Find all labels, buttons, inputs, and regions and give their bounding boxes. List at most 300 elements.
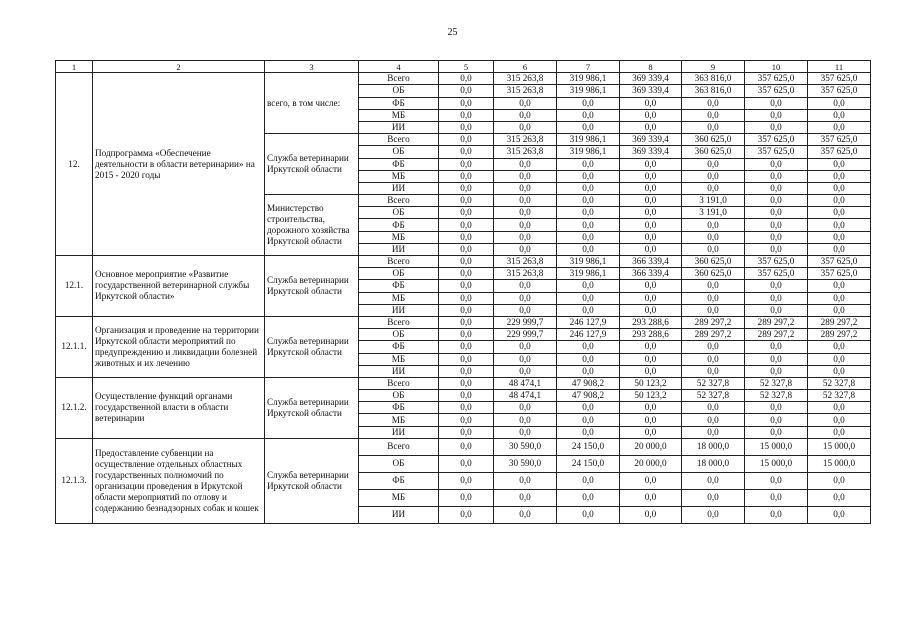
- value-cell: 0,0: [494, 97, 557, 109]
- activity-name: Осуществление функций органами государственной власти в области ветеринарии: [93, 377, 265, 438]
- value-cell: 0,0: [682, 158, 745, 170]
- value-cell: 0,0: [808, 182, 871, 194]
- value-cell: 366 339,4: [620, 268, 682, 280]
- value-cell: 0,0: [808, 97, 871, 109]
- value-cell: 52 327,8: [682, 390, 745, 402]
- value-cell: 0,0: [494, 489, 557, 506]
- value-cell: 0,0: [439, 455, 494, 472]
- funding-source: ИИ: [359, 243, 439, 255]
- value-cell: 3 191,0: [682, 195, 745, 207]
- value-cell: 0,0: [494, 353, 557, 365]
- value-cell: 319 986,1: [557, 73, 620, 85]
- row-index: 12.1.3.: [56, 438, 93, 523]
- table-row: [56, 438, 871, 455]
- value-cell: 360 625,0: [682, 268, 745, 280]
- funding-source: ФБ: [359, 97, 439, 109]
- value-cell: 18 000,0: [682, 438, 745, 455]
- value-cell: 357 625,0: [745, 134, 808, 146]
- value-cell: 0,0: [620, 304, 682, 316]
- value-cell: 0,0: [745, 170, 808, 182]
- value-cell: 0,0: [439, 304, 494, 316]
- value-cell: 0,0: [808, 353, 871, 365]
- value-cell: 0,0: [745, 506, 808, 523]
- funding-source: Всего: [359, 438, 439, 455]
- header-cell: 5: [439, 61, 494, 73]
- value-cell: 50 123,2: [620, 390, 682, 402]
- value-cell: 0,0: [620, 158, 682, 170]
- value-cell: 0,0: [808, 489, 871, 506]
- funding-source: МБ: [359, 109, 439, 121]
- value-cell: 0,0: [439, 341, 494, 353]
- value-cell: 0,0: [557, 414, 620, 426]
- value-cell: 0,0: [439, 85, 494, 97]
- value-cell: 15 000,0: [745, 455, 808, 472]
- activity-name: Подпрограмма «Обеспечение деятельности в области ветеринарии» на 2015 - 2020 годы: [93, 73, 265, 256]
- value-cell: 47 908,2: [557, 377, 620, 389]
- value-cell: 363 816,0: [682, 73, 745, 85]
- value-cell: 0,0: [620, 280, 682, 292]
- value-cell: 0,0: [620, 341, 682, 353]
- value-cell: 0,0: [557, 195, 620, 207]
- value-cell: 0,0: [620, 365, 682, 377]
- header-cell: 9: [682, 61, 745, 73]
- funding-source: ИИ: [359, 365, 439, 377]
- value-cell: 357 625,0: [745, 256, 808, 268]
- value-cell: 0,0: [682, 365, 745, 377]
- funding-source: Всего: [359, 134, 439, 146]
- value-cell: 0,0: [682, 426, 745, 438]
- value-cell: 0,0: [494, 292, 557, 304]
- value-cell: 0,0: [439, 256, 494, 268]
- value-cell: 0,0: [745, 472, 808, 489]
- value-cell: 0,0: [439, 472, 494, 489]
- value-cell: 0,0: [682, 219, 745, 231]
- value-cell: 0,0: [808, 219, 871, 231]
- value-cell: 315 263,8: [494, 146, 557, 158]
- value-cell: 0,0: [620, 243, 682, 255]
- value-cell: 0,0: [620, 292, 682, 304]
- value-cell: 289 297,2: [745, 329, 808, 341]
- value-cell: 0,0: [620, 506, 682, 523]
- value-cell: 357 625,0: [745, 85, 808, 97]
- value-cell: 30 590,0: [494, 455, 557, 472]
- value-cell: 229 999,7: [494, 329, 557, 341]
- funding-source: Всего: [359, 195, 439, 207]
- value-cell: 0,0: [682, 243, 745, 255]
- funding-source: ОБ: [359, 455, 439, 472]
- value-cell: 0,0: [439, 506, 494, 523]
- value-cell: 52 327,8: [808, 390, 871, 402]
- value-cell: 0,0: [682, 280, 745, 292]
- value-cell: 0,0: [439, 170, 494, 182]
- funding-source: Всего: [359, 73, 439, 85]
- value-cell: 0,0: [808, 402, 871, 414]
- value-cell: 0,0: [557, 97, 620, 109]
- value-cell: 246 127,9: [557, 329, 620, 341]
- value-cell: 0,0: [494, 341, 557, 353]
- value-cell: 0,0: [557, 231, 620, 243]
- value-cell: 0,0: [494, 219, 557, 231]
- value-cell: 0,0: [494, 170, 557, 182]
- funding-source: Всего: [359, 377, 439, 389]
- value-cell: 0,0: [745, 207, 808, 219]
- value-cell: 369 339,4: [620, 85, 682, 97]
- value-cell: 0,0: [439, 182, 494, 194]
- value-cell: 0,0: [808, 341, 871, 353]
- value-cell: 289 297,2: [808, 316, 871, 328]
- value-cell: 0,0: [557, 182, 620, 194]
- value-cell: 0,0: [682, 292, 745, 304]
- value-cell: 0,0: [745, 365, 808, 377]
- activity-name: Предоставление субвенции на осуществление отдельных областных государственных полномочий по организации проведения в Иркутской области мероприятий по отлову и содержанию безнадзорных собак и кошек: [93, 438, 265, 523]
- value-cell: 0,0: [557, 121, 620, 133]
- value-cell: 0,0: [557, 472, 620, 489]
- budget-table: [55, 60, 871, 524]
- value-cell: 0,0: [439, 146, 494, 158]
- value-cell: 0,0: [557, 158, 620, 170]
- value-cell: 0,0: [620, 219, 682, 231]
- value-cell: 315 263,8: [494, 85, 557, 97]
- header-cell: 7: [557, 61, 620, 73]
- value-cell: 0,0: [682, 341, 745, 353]
- value-cell: 0,0: [494, 243, 557, 255]
- value-cell: 0,0: [620, 182, 682, 194]
- table-row: [56, 377, 871, 389]
- value-cell: 0,0: [439, 390, 494, 402]
- value-cell: 0,0: [557, 341, 620, 353]
- value-cell: 0,0: [439, 121, 494, 133]
- value-cell: 366 339,4: [620, 256, 682, 268]
- value-cell: 0,0: [682, 109, 745, 121]
- funding-source: ИИ: [359, 304, 439, 316]
- value-cell: 0,0: [808, 158, 871, 170]
- value-cell: 0,0: [745, 414, 808, 426]
- value-cell: 0,0: [808, 426, 871, 438]
- value-cell: 360 625,0: [682, 134, 745, 146]
- value-cell: 0,0: [808, 365, 871, 377]
- value-cell: 0,0: [620, 195, 682, 207]
- value-cell: 52 327,8: [808, 377, 871, 389]
- value-cell: 0,0: [557, 280, 620, 292]
- value-cell: 0,0: [682, 170, 745, 182]
- value-cell: 24 150,0: [557, 438, 620, 455]
- value-cell: 0,0: [745, 426, 808, 438]
- value-cell: 0,0: [745, 109, 808, 121]
- value-cell: 0,0: [439, 353, 494, 365]
- value-cell: 357 625,0: [745, 268, 808, 280]
- funding-source: ИИ: [359, 121, 439, 133]
- value-cell: 0,0: [808, 121, 871, 133]
- funding-source: ФБ: [359, 219, 439, 231]
- value-cell: 0,0: [494, 109, 557, 121]
- value-cell: 319 986,1: [557, 268, 620, 280]
- value-cell: 315 263,8: [494, 256, 557, 268]
- value-cell: 0,0: [682, 472, 745, 489]
- header-cell: 1: [56, 61, 93, 73]
- value-cell: 0,0: [682, 353, 745, 365]
- value-cell: 0,0: [620, 109, 682, 121]
- value-cell: 18 000,0: [682, 455, 745, 472]
- value-cell: 20 000,0: [620, 438, 682, 455]
- value-cell: 315 263,8: [494, 134, 557, 146]
- value-cell: 0,0: [557, 207, 620, 219]
- value-cell: 0,0: [682, 414, 745, 426]
- value-cell: 0,0: [494, 280, 557, 292]
- value-cell: 0,0: [808, 472, 871, 489]
- value-cell: 0,0: [557, 109, 620, 121]
- value-cell: 0,0: [494, 402, 557, 414]
- executor-name: Министерство строительства, дорожного хозяйства Иркутской области: [265, 195, 359, 256]
- value-cell: 0,0: [439, 109, 494, 121]
- funding-source: ФБ: [359, 280, 439, 292]
- value-cell: 0,0: [620, 97, 682, 109]
- value-cell: 24 150,0: [557, 455, 620, 472]
- value-cell: 0,0: [745, 97, 808, 109]
- funding-source: МБ: [359, 170, 439, 182]
- row-index: 12.1.1.: [56, 316, 93, 377]
- table-row: [56, 316, 871, 328]
- value-cell: 15 000,0: [745, 438, 808, 455]
- value-cell: 293 288,6: [620, 329, 682, 341]
- header-cell: 10: [745, 61, 808, 73]
- executor-name: всего, в том числе:: [265, 73, 359, 134]
- header-row: [56, 61, 871, 73]
- value-cell: 289 297,2: [808, 329, 871, 341]
- value-cell: 0,0: [808, 243, 871, 255]
- value-cell: 0,0: [808, 506, 871, 523]
- value-cell: 0,0: [808, 109, 871, 121]
- value-cell: 52 327,8: [745, 390, 808, 402]
- value-cell: 20 000,0: [620, 455, 682, 472]
- value-cell: 0,0: [682, 231, 745, 243]
- activity-name: Основное мероприятие «Развитие государственной ветеринарной службы Иркутской области»: [93, 256, 265, 317]
- value-cell: 0,0: [745, 304, 808, 316]
- funding-source: ФБ: [359, 341, 439, 353]
- value-cell: 0,0: [494, 506, 557, 523]
- value-cell: 293 288,6: [620, 316, 682, 328]
- value-cell: 48 474,1: [494, 390, 557, 402]
- value-cell: 289 297,2: [682, 329, 745, 341]
- funding-source: ИИ: [359, 426, 439, 438]
- value-cell: 0,0: [494, 304, 557, 316]
- header-cell: 2: [93, 61, 265, 73]
- value-cell: 357 625,0: [808, 256, 871, 268]
- value-cell: 0,0: [620, 353, 682, 365]
- funding-source: ОБ: [359, 390, 439, 402]
- header-cell: 8: [620, 61, 682, 73]
- value-cell: 0,0: [494, 158, 557, 170]
- value-cell: 0,0: [745, 353, 808, 365]
- value-cell: 0,0: [745, 489, 808, 506]
- value-cell: 315 263,8: [494, 73, 557, 85]
- value-cell: 246 127,9: [557, 316, 620, 328]
- value-cell: 0,0: [439, 377, 494, 389]
- value-cell: 0,0: [745, 280, 808, 292]
- value-cell: 0,0: [682, 97, 745, 109]
- value-cell: 0,0: [557, 292, 620, 304]
- value-cell: 0,0: [808, 304, 871, 316]
- value-cell: 0,0: [745, 402, 808, 414]
- value-cell: 0,0: [745, 292, 808, 304]
- header-cell: 4: [359, 61, 439, 73]
- value-cell: 229 999,7: [494, 316, 557, 328]
- funding-source: ОБ: [359, 146, 439, 158]
- executor-name: Служба ветеринарии Иркутской области: [265, 377, 359, 438]
- header-cell: 11: [808, 61, 871, 73]
- value-cell: 0,0: [557, 365, 620, 377]
- value-cell: 0,0: [494, 195, 557, 207]
- value-cell: 289 297,2: [682, 316, 745, 328]
- value-cell: 0,0: [439, 97, 494, 109]
- funding-source: ОБ: [359, 207, 439, 219]
- value-cell: 0,0: [439, 268, 494, 280]
- value-cell: 0,0: [620, 170, 682, 182]
- value-cell: 0,0: [808, 280, 871, 292]
- value-cell: 0,0: [494, 472, 557, 489]
- value-cell: 0,0: [439, 195, 494, 207]
- funding-source: ФБ: [359, 402, 439, 414]
- value-cell: 0,0: [439, 414, 494, 426]
- value-cell: 0,0: [494, 231, 557, 243]
- value-cell: 0,0: [682, 304, 745, 316]
- value-cell: 0,0: [745, 243, 808, 255]
- value-cell: 0,0: [439, 134, 494, 146]
- value-cell: 363 816,0: [682, 85, 745, 97]
- header-cell: 3: [265, 61, 359, 73]
- funding-source: МБ: [359, 292, 439, 304]
- value-cell: 357 625,0: [808, 146, 871, 158]
- value-cell: 357 625,0: [808, 85, 871, 97]
- value-cell: 357 625,0: [808, 134, 871, 146]
- value-cell: 15 000,0: [808, 455, 871, 472]
- funding-source: ИИ: [359, 182, 439, 194]
- value-cell: 0,0: [494, 207, 557, 219]
- value-cell: 0,0: [557, 219, 620, 231]
- value-cell: 0,0: [808, 195, 871, 207]
- value-cell: 0,0: [682, 402, 745, 414]
- value-cell: 0,0: [557, 170, 620, 182]
- value-cell: 289 297,2: [745, 316, 808, 328]
- value-cell: 0,0: [494, 121, 557, 133]
- value-cell: 0,0: [682, 121, 745, 133]
- value-cell: 369 339,4: [620, 73, 682, 85]
- value-cell: 30 590,0: [494, 438, 557, 455]
- funding-source: МБ: [359, 231, 439, 243]
- value-cell: 319 986,1: [557, 134, 620, 146]
- value-cell: 369 339,4: [620, 134, 682, 146]
- value-cell: 360 625,0: [682, 256, 745, 268]
- value-cell: 0,0: [439, 158, 494, 170]
- funding-source: МБ: [359, 489, 439, 506]
- value-cell: 0,0: [439, 219, 494, 231]
- executor-name: Служба ветеринарии Иркутской области: [265, 438, 359, 523]
- value-cell: 0,0: [620, 472, 682, 489]
- value-cell: 0,0: [682, 489, 745, 506]
- value-cell: 315 263,8: [494, 268, 557, 280]
- table-row: [56, 73, 871, 85]
- value-cell: 357 625,0: [808, 73, 871, 85]
- executor-name: Служба ветеринарии Иркутской области: [265, 256, 359, 317]
- value-cell: 0,0: [745, 231, 808, 243]
- value-cell: 0,0: [745, 182, 808, 194]
- value-cell: 0,0: [494, 414, 557, 426]
- value-cell: 0,0: [439, 73, 494, 85]
- value-cell: 0,0: [557, 304, 620, 316]
- value-cell: 0,0: [808, 207, 871, 219]
- value-cell: 0,0: [620, 121, 682, 133]
- funding-source: МБ: [359, 353, 439, 365]
- value-cell: 0,0: [439, 243, 494, 255]
- funding-source: ИИ: [359, 506, 439, 523]
- value-cell: 0,0: [745, 219, 808, 231]
- funding-source: МБ: [359, 414, 439, 426]
- executor-name: Служба ветеринарии Иркутской области: [265, 134, 359, 195]
- table-body: [56, 61, 871, 524]
- value-cell: 0,0: [439, 280, 494, 292]
- row-index: 12.: [56, 73, 93, 256]
- value-cell: 0,0: [557, 506, 620, 523]
- value-cell: 0,0: [745, 158, 808, 170]
- value-cell: 3 191,0: [682, 207, 745, 219]
- value-cell: 0,0: [808, 414, 871, 426]
- value-cell: 319 986,1: [557, 256, 620, 268]
- value-cell: 0,0: [808, 292, 871, 304]
- value-cell: 0,0: [620, 489, 682, 506]
- value-cell: 357 625,0: [745, 73, 808, 85]
- value-cell: 0,0: [808, 170, 871, 182]
- value-cell: 0,0: [439, 316, 494, 328]
- value-cell: 319 986,1: [557, 146, 620, 158]
- executor-name: Служба ветеринарии Иркутской области: [265, 316, 359, 377]
- value-cell: 0,0: [557, 489, 620, 506]
- value-cell: 0,0: [808, 231, 871, 243]
- value-cell: 0,0: [682, 182, 745, 194]
- funding-source: ФБ: [359, 158, 439, 170]
- value-cell: 0,0: [494, 365, 557, 377]
- value-cell: 0,0: [745, 195, 808, 207]
- value-cell: 0,0: [439, 438, 494, 455]
- value-cell: 0,0: [439, 402, 494, 414]
- value-cell: 0,0: [557, 243, 620, 255]
- value-cell: 0,0: [682, 506, 745, 523]
- value-cell: 48 474,1: [494, 377, 557, 389]
- value-cell: 0,0: [620, 414, 682, 426]
- value-cell: 0,0: [439, 365, 494, 377]
- value-cell: 0,0: [439, 426, 494, 438]
- value-cell: 47 908,2: [557, 390, 620, 402]
- value-cell: 0,0: [620, 231, 682, 243]
- value-cell: 369 339,4: [620, 146, 682, 158]
- value-cell: 319 986,1: [557, 85, 620, 97]
- value-cell: 357 625,0: [745, 146, 808, 158]
- value-cell: 0,0: [439, 207, 494, 219]
- value-cell: 360 625,0: [682, 146, 745, 158]
- value-cell: 0,0: [557, 353, 620, 365]
- page-number: 25: [447, 27, 458, 38]
- value-cell: 0,0: [439, 231, 494, 243]
- value-cell: 50 123,2: [620, 377, 682, 389]
- value-cell: 0,0: [439, 292, 494, 304]
- funding-source: ФБ: [359, 472, 439, 489]
- value-cell: 0,0: [620, 207, 682, 219]
- value-cell: 0,0: [557, 402, 620, 414]
- value-cell: 15 000,0: [808, 438, 871, 455]
- funding-source: ОБ: [359, 268, 439, 280]
- value-cell: 0,0: [745, 341, 808, 353]
- row-index: 12.1.: [56, 256, 93, 317]
- table-row: [56, 256, 871, 268]
- value-cell: 0,0: [620, 426, 682, 438]
